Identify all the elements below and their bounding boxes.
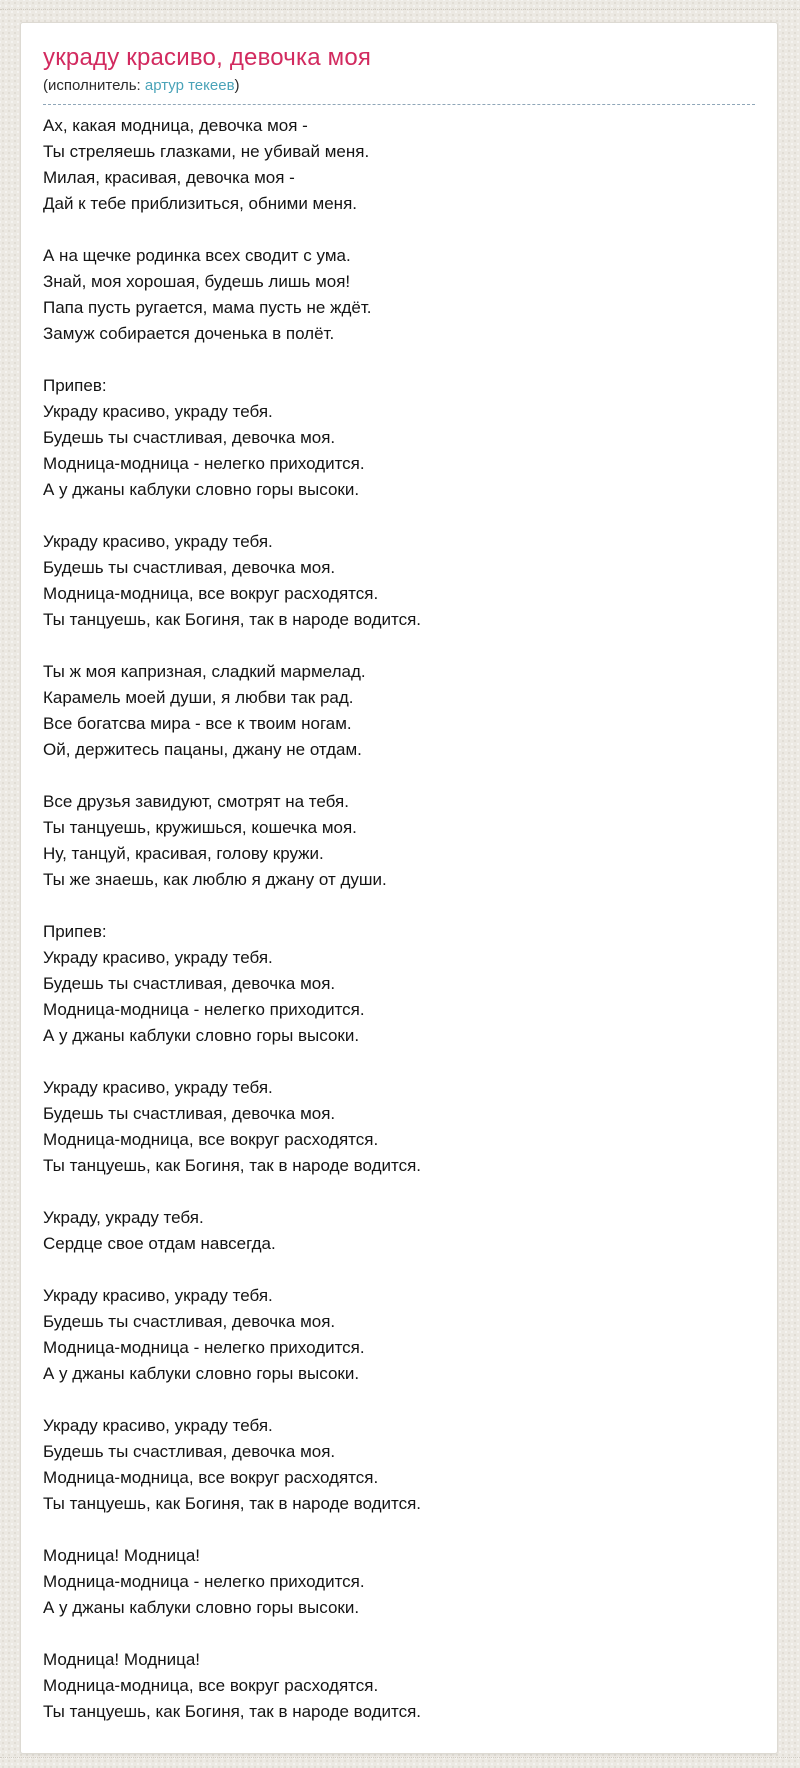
lyric-line: Модница-модница - нелегко приходится. [43,1338,365,1357]
lyrics-card [20,22,778,1754]
lyric-line: Замуж собирается доченька в полёт. [43,324,335,343]
lyric-line: Украду красиво, украду тебя. [43,1416,273,1435]
header-divider [43,104,755,105]
lyric-line: Припев: [43,922,107,941]
lyric-line: Будешь ты счастливая, девочка моя. [43,428,336,447]
stanza [43,1283,755,1387]
stanza [43,919,755,1049]
lyric-line: Ты танцуешь, как Богиня, так в народе водится. [43,1702,422,1721]
lyric-line: Ах, какая модница, девочка моя - [43,116,308,135]
lyric-line: Модница-модница - нелегко приходится. [43,1572,365,1591]
lyric-line: Украду красиво, украду тебя. [43,532,273,551]
lyric-line: Будешь ты счастливая, девочка моя. [43,974,336,993]
stanza [43,1543,755,1621]
lyric-line: Модница-модница, все вокруг расходятся. [43,1130,379,1149]
lyric-line: Ты танцуешь, как Богиня, так в народе водится. [43,1494,422,1513]
song-title: украду красиво, девочка моя [43,44,372,71]
lyric-line: Модница-модница - нелегко приходится. [43,1000,365,1019]
stanza [43,1647,755,1725]
lyric-line: Ой, держитесь пацаны, джану не отдам. [43,740,362,759]
lyric-line: Ты же знаешь, как люблю я джану от души. [43,870,387,889]
lyric-line: Все друзья завидуют, смотрят на тебя. [43,792,349,811]
lyric-line: А у джаны каблуки словно горы высоки. [43,1364,360,1383]
texture-seam-bottom [0,1757,800,1758]
lyric-line: Украду красиво, украду тебя. [43,1286,273,1305]
lyric-line: А на щечке родинка всех сводит с ума. [43,246,351,265]
performer-label: (исполнитель: [43,77,145,94]
lyric-line: Папа пусть ругается, мама пусть не ждёт. [43,298,372,317]
stanza [43,659,755,763]
lyrics-text [43,111,755,1725]
stanza [43,373,755,503]
lyric-line: Карамель моей души, я любви так рад. [43,688,354,707]
lyric-line: Дай к тебе приблизиться, обними меня. [43,194,358,213]
lyric-line: Ну, танцуй, красивая, голову кружи. [43,844,324,863]
lyric-line: Украду, украду тебя. [43,1208,204,1227]
lyric-line: Модница! Модница! [43,1546,201,1565]
lyric-line: Ты ж моя капризная, сладкий мармелад. [43,662,366,681]
lyric-line: Ты стреляешь глазками, не убивай меня. [43,142,370,161]
stanza [43,1205,755,1257]
lyric-line: Милая, красивая, девочка моя - [43,168,295,187]
texture-seam-top [0,9,800,10]
performer-line [43,76,755,96]
stanza [43,243,755,347]
lyric-line: А у джаны каблуки словно горы высоки. [43,1026,360,1045]
artist-link[interactable]: артур текеев [144,77,235,94]
stanza [43,529,755,633]
lyric-line: Знай, моя хорошая, будешь лишь моя! [43,272,351,291]
stanza [43,789,755,893]
lyric-line: Ты танцуешь, как Богиня, так в народе водится. [43,610,422,629]
lyric-line: Все богатсва мира - все к твоим ногам. [43,714,352,733]
stanza [43,1075,755,1179]
performer-suffix: ) [234,77,240,94]
stanza [43,1413,755,1517]
stanza [43,113,755,217]
lyric-line: Модница-модница - нелегко приходится. [43,454,365,473]
lyric-line: Модница-модница, все вокруг расходятся. [43,584,379,603]
lyric-line: Сердце свое отдам навсегда. [43,1234,276,1253]
lyric-line: Ты танцуешь, как Богиня, так в народе водится. [43,1156,422,1175]
lyric-line: Модница! Модница! [43,1650,201,1669]
lyric-line: Модница-модница, все вокруг расходятся. [43,1468,379,1487]
lyric-line: Будешь ты счастливая, девочка моя. [43,1312,336,1331]
lyric-line: Ты танцуешь, кружишься, кошечка моя. [43,818,357,837]
lyric-line: Будешь ты счастливая, девочка моя. [43,1104,336,1123]
lyric-line: Украду красиво, украду тебя. [43,402,273,421]
lyric-line: Украду красиво, украду тебя. [43,1078,273,1097]
lyric-line: Будешь ты счастливая, девочка моя. [43,1442,336,1461]
lyric-line: А у джаны каблуки словно горы высоки. [43,480,360,499]
lyric-line: Припев: [43,376,107,395]
lyric-line: Украду красиво, украду тебя. [43,948,273,967]
song-header [43,43,755,105]
lyric-line: Будешь ты счастливая, девочка моя. [43,558,336,577]
lyric-line: Модница-модница, все вокруг расходятся. [43,1676,379,1695]
lyric-line: А у джаны каблуки словно горы высоки. [43,1598,360,1617]
